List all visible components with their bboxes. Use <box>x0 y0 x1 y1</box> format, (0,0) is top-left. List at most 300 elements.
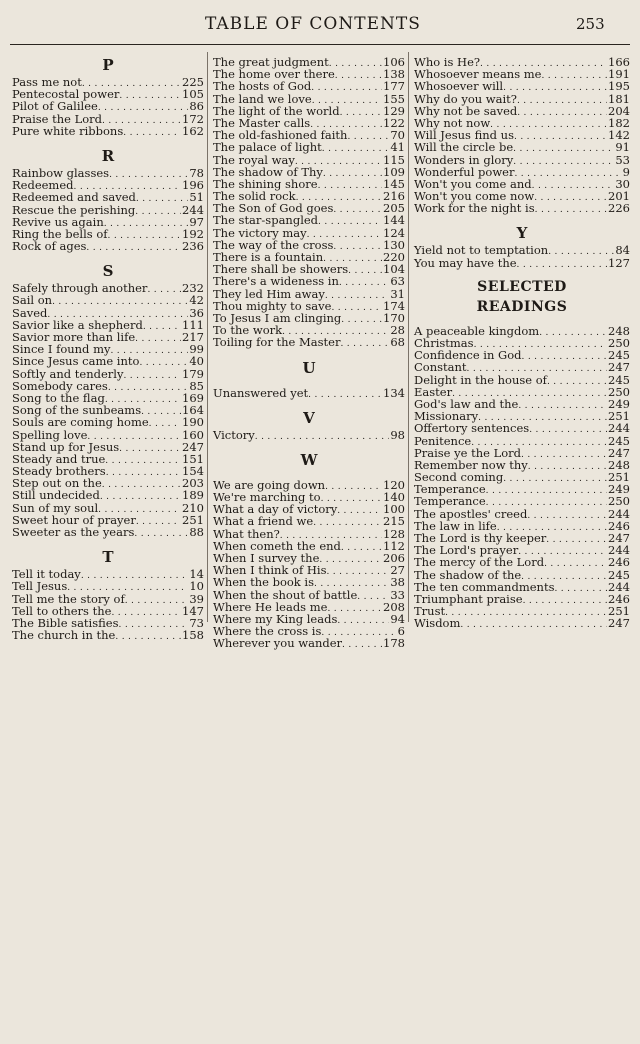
entry-page: 10 <box>189 579 204 594</box>
dot-leader <box>319 552 382 564</box>
entry-page: 86 <box>189 99 204 114</box>
entry-title: Redeemed and saved <box>12 190 136 205</box>
entry-title: We are going down <box>213 477 326 492</box>
entry-title: Won't you come and <box>414 176 532 191</box>
toc-entry <box>213 80 405 92</box>
entry-page: 124 <box>383 225 405 240</box>
entry-title: When I think of His <box>213 563 327 578</box>
entry-page: 85 <box>189 378 204 393</box>
entry-title: Will Jesus find us <box>414 128 514 143</box>
toc-entry <box>12 526 204 538</box>
entry-title: Praise ye the Lord <box>414 445 521 460</box>
entry-title: Song of the sunbeams <box>12 403 142 418</box>
entry-title: Wonderful power <box>414 164 515 179</box>
dot-leader <box>544 556 607 568</box>
entry-page: 195 <box>608 79 630 94</box>
entry-page: 203 <box>182 476 204 491</box>
dot-leader <box>125 593 189 605</box>
dot-leader <box>322 141 390 153</box>
spacer <box>213 441 405 449</box>
column-3 <box>414 56 630 630</box>
dot-leader <box>313 515 382 527</box>
entry-page: 251 <box>182 512 204 527</box>
spacer <box>213 399 405 407</box>
entry-page: 115 <box>383 152 405 167</box>
toc-entry <box>213 275 405 287</box>
spacer <box>414 269 630 277</box>
toc-entry <box>414 495 630 507</box>
entry-page: 151 <box>182 451 204 466</box>
toc-entry <box>414 556 630 568</box>
section-letter: Y <box>516 224 528 243</box>
entry-title: Pilot of Galilee <box>12 99 98 114</box>
entry-page: 109 <box>383 164 405 179</box>
entry-title: Steady brothers <box>12 464 106 479</box>
entry-page: 155 <box>383 91 405 106</box>
dot-leader <box>147 282 181 294</box>
entry-title: Whosoever will <box>414 79 504 94</box>
entry-page: 201 <box>608 189 630 204</box>
toc-entry <box>213 214 405 226</box>
dot-leader <box>347 129 389 141</box>
entry-title: Constant <box>414 360 467 375</box>
entry-page: 247 <box>608 531 630 545</box>
toc-entry <box>414 361 630 373</box>
entry-page: 225 <box>182 75 204 89</box>
entry-title: Where the cross is <box>213 624 322 639</box>
dot-leader <box>529 422 607 434</box>
entry-title: Penitence <box>414 433 472 448</box>
dot-leader <box>318 214 382 226</box>
dot-leader <box>102 113 181 125</box>
entry-page: 33 <box>390 587 405 602</box>
dot-leader <box>119 88 181 100</box>
entry-page: 147 <box>182 603 204 618</box>
dot-leader <box>119 617 189 629</box>
entry-page: 53 <box>615 152 630 167</box>
section-letter: T <box>102 548 114 567</box>
entry-page: 70 <box>390 128 405 143</box>
entry-title: Missionary <box>414 409 479 424</box>
entry-page: 63 <box>390 274 405 289</box>
entry-title: Yield not to temptation <box>414 243 549 258</box>
entry-title: Saved <box>12 305 48 320</box>
toc-entry <box>213 288 405 300</box>
entry-title: The home over there <box>213 67 335 82</box>
dot-leader <box>98 100 189 112</box>
entry-title: Unanswered yet <box>213 385 309 400</box>
dot-leader <box>98 502 181 514</box>
entry-title: Confidence in God <box>414 348 522 363</box>
entry-page: 169 <box>182 390 204 405</box>
dot-leader <box>52 294 188 306</box>
dot-leader <box>325 288 390 300</box>
section-letter: V <box>303 408 315 427</box>
dot-leader <box>514 129 607 141</box>
entry-page: 104 <box>383 262 405 277</box>
entry-title: God's law and the <box>414 396 519 411</box>
toc-entry <box>414 141 630 153</box>
entry-title: Second coming <box>414 470 504 485</box>
toc-entry <box>414 93 630 105</box>
dot-leader <box>123 125 181 137</box>
entry-page: 9 <box>622 164 630 179</box>
entry-title: Temperance <box>414 482 486 497</box>
dot-leader <box>314 576 389 588</box>
entry-page: 145 <box>383 176 405 191</box>
entry-title: Pure white ribbons <box>12 123 124 138</box>
entry-page: 84 <box>615 243 630 258</box>
entry-page: 174 <box>383 298 405 313</box>
toc-entry <box>414 617 630 629</box>
entry-title: The Lord is thy keeper <box>414 531 547 545</box>
toc-entry <box>213 429 405 441</box>
entry-page: 189 <box>182 488 204 503</box>
dot-leader <box>108 380 189 392</box>
entry-page: 40 <box>189 354 204 369</box>
dot-leader <box>109 167 188 179</box>
toc-entry <box>414 257 630 269</box>
entry-title: The Master calls <box>213 115 311 130</box>
entry-title: A peaceable kingdom <box>414 323 540 338</box>
entry-page: 94 <box>390 611 405 626</box>
dot-leader <box>460 617 607 629</box>
toc-entry <box>414 422 630 434</box>
entry-page: 154 <box>182 464 204 479</box>
entry-page: 100 <box>383 502 405 517</box>
toc-entry <box>213 528 405 540</box>
entry-title: Safely through another <box>12 281 148 296</box>
entry-title: Redeemed <box>12 178 74 193</box>
entry-page: 120 <box>383 477 405 492</box>
entry-title: Rock of ages <box>12 239 87 254</box>
entry-title: Still undecided <box>12 488 100 503</box>
entry-page: 245 <box>608 348 630 363</box>
dot-leader <box>534 190 607 202</box>
entry-page: 226 <box>608 201 630 216</box>
dot-leader <box>86 240 181 252</box>
entry-page: 247 <box>608 616 630 631</box>
entry-title: Spelling love <box>12 427 88 442</box>
entry-title: The solid rock <box>213 189 296 204</box>
entry-page: 99 <box>189 342 204 357</box>
dot-leader <box>445 605 607 617</box>
entry-page: 31 <box>390 286 405 301</box>
dot-leader <box>115 629 181 641</box>
entry-title: There shall be showers <box>213 262 349 277</box>
dot-leader <box>280 528 382 540</box>
entry-title: There's a wideness in <box>213 274 339 289</box>
entry-title: The church in the <box>12 628 116 643</box>
entry-title: The light of the world <box>213 103 340 118</box>
entry-page: 138 <box>383 67 405 82</box>
dot-leader <box>546 532 607 544</box>
entry-page: 160 <box>182 427 204 442</box>
entry-page: 6 <box>397 624 405 639</box>
entry-page: 181 <box>608 91 630 106</box>
dot-leader <box>503 80 607 92</box>
entry-page: 206 <box>383 551 405 565</box>
entry-title: The apostles' creed <box>414 506 528 521</box>
dot-leader <box>135 331 181 343</box>
entry-title: Victory <box>213 427 255 442</box>
dot-leader <box>335 68 382 80</box>
toc-entry <box>12 429 204 441</box>
entry-page: 247 <box>608 360 630 375</box>
dot-leader <box>467 361 608 373</box>
dot-leader <box>333 202 382 214</box>
toc-entry <box>213 154 405 166</box>
entry-title: Offertory sentences <box>414 421 530 436</box>
entry-page: 192 <box>182 226 204 241</box>
dot-leader <box>323 166 382 178</box>
entry-page: 111 <box>182 317 204 332</box>
dot-leader <box>67 580 188 592</box>
entry-title: Won't you come now <box>414 189 535 204</box>
entry-title: What then? <box>213 526 280 541</box>
toc-entry <box>12 125 204 137</box>
column-1 <box>12 54 204 641</box>
toc-entry <box>213 387 405 399</box>
entry-title: Tell to others the <box>12 603 112 618</box>
toc-entry <box>213 227 405 239</box>
dot-leader <box>329 56 382 68</box>
toc-entry <box>12 629 204 641</box>
entry-title: Somebody cares <box>12 378 108 393</box>
entry-page: 236 <box>182 239 204 254</box>
toc-entry <box>414 569 630 581</box>
dot-leader <box>307 227 382 239</box>
toc-entry <box>414 80 630 92</box>
entry-title: The hosts of God <box>213 79 312 94</box>
toc-entry <box>12 294 204 306</box>
entry-title: The land we love <box>213 91 312 106</box>
toc-entry <box>213 336 405 348</box>
entry-page: 42 <box>189 293 204 308</box>
entry-page: 51 <box>189 190 204 205</box>
entry-title: Work for the night is <box>414 201 535 216</box>
dot-leader <box>333 239 382 251</box>
entry-page: 14 <box>189 567 204 582</box>
entry-title: Why not now <box>414 115 491 130</box>
entry-page: 251 <box>608 409 630 424</box>
entry-title: What a day of victory <box>213 502 338 517</box>
entry-page: 245 <box>608 433 630 448</box>
toc-entry <box>213 515 405 527</box>
entry-page: 250 <box>608 494 630 509</box>
dot-leader <box>311 80 382 92</box>
entry-title: There is a fountain <box>213 250 324 264</box>
dot-leader <box>513 154 614 166</box>
entry-title: Revive us again <box>12 214 104 229</box>
entry-page: 97 <box>189 214 204 229</box>
dot-leader <box>325 479 382 491</box>
entry-title: The Lord's prayer <box>414 543 519 558</box>
entry-title: Steady and true <box>12 451 106 466</box>
entry-page: 251 <box>608 604 630 619</box>
entry-page: 179 <box>182 366 204 381</box>
page-number: 253 <box>576 15 605 33</box>
entry-title: Step out on the <box>12 476 102 491</box>
entry-page: 129 <box>383 103 405 118</box>
entry-page: 247 <box>608 445 630 460</box>
dot-leader <box>522 349 608 361</box>
entry-title: We're marching to <box>213 490 321 505</box>
entry-page: 190 <box>182 415 204 430</box>
toc-entry <box>12 368 204 380</box>
toc-entry <box>414 508 630 520</box>
dot-leader <box>102 477 181 489</box>
entry-title: The law in life <box>414 518 497 533</box>
entry-page: 246 <box>608 555 630 570</box>
entry-page: 220 <box>383 250 405 264</box>
column-divider <box>207 52 208 622</box>
dot-leader <box>517 257 608 269</box>
dot-leader <box>143 319 181 331</box>
entry-page: 210 <box>182 500 204 515</box>
toc-entry <box>12 593 204 605</box>
toc-entry <box>213 93 405 105</box>
entry-page: 245 <box>608 567 630 582</box>
dot-leader <box>554 581 607 593</box>
toc-entry <box>414 154 630 166</box>
spacer <box>414 214 630 222</box>
dot-leader <box>513 141 614 153</box>
column-divider <box>408 52 409 622</box>
entry-title: The great judgment <box>213 55 329 69</box>
spacer <box>12 538 204 546</box>
readings-heading: SELECTED <box>477 278 567 295</box>
entry-title: Ring the bells of <box>12 226 108 241</box>
entry-page: 134 <box>383 385 405 400</box>
toc-entry <box>414 374 630 386</box>
column-2 <box>213 56 405 650</box>
entry-title: Where my King leads <box>213 611 338 626</box>
entry-title: To the work <box>213 323 283 338</box>
entry-page: 30 <box>615 176 630 191</box>
entry-page: 140 <box>383 490 405 505</box>
dot-leader <box>541 68 607 80</box>
dot-leader <box>104 216 189 228</box>
entry-title: The victory may <box>213 225 307 240</box>
entry-title: The mercy of the Lord <box>414 555 545 570</box>
dot-leader <box>136 191 188 203</box>
entry-title: Thou mighty to save <box>213 298 332 313</box>
entry-title: Sun of my soul <box>12 500 99 515</box>
entry-page: 164 <box>182 403 204 418</box>
entry-title: Where He leads me <box>213 599 328 614</box>
section-letter: S <box>102 262 114 281</box>
entry-title: Song to the flag <box>12 390 105 405</box>
dot-leader <box>106 465 181 477</box>
entry-title: Praise the Lord <box>12 111 103 126</box>
entry-page: 208 <box>383 599 405 614</box>
dot-leader <box>523 593 607 605</box>
dot-leader <box>119 441 181 453</box>
entry-page: 248 <box>608 323 630 338</box>
entry-title: When the book is <box>213 575 314 590</box>
entry-page: 244 <box>608 506 630 521</box>
entry-title: Easter <box>414 384 453 399</box>
toc-entry <box>414 244 630 256</box>
entry-page: 68 <box>390 335 405 350</box>
entry-page: 246 <box>608 518 630 533</box>
dot-leader <box>108 228 182 240</box>
dot-leader <box>518 398 607 410</box>
header-rule <box>10 44 630 45</box>
entry-title: The ten commandments <box>414 579 555 594</box>
entry-title: Tell me the story of <box>12 591 125 606</box>
entry-page: 178 <box>383 636 405 651</box>
entry-title: Since Jesus came into <box>12 354 140 369</box>
dot-leader <box>471 435 607 447</box>
entry-page: 191 <box>608 67 630 82</box>
entry-title: Sail on <box>12 293 53 308</box>
dot-leader <box>255 429 390 441</box>
section-letter: W <box>300 450 318 469</box>
dot-leader <box>342 637 382 649</box>
dot-leader <box>547 374 607 386</box>
entry-title: Will the circle be <box>414 140 514 155</box>
entry-page: 162 <box>182 123 204 138</box>
entry-page: 216 <box>383 189 405 204</box>
dot-leader <box>521 447 607 459</box>
spacer <box>12 252 204 260</box>
entry-page: 28 <box>390 323 405 338</box>
dot-leader <box>532 178 615 190</box>
entry-title: When the shout of battle <box>213 587 358 602</box>
toc-entry <box>12 502 204 514</box>
entry-title: Sweet hour of prayer <box>12 512 136 527</box>
toc-entry <box>213 637 405 649</box>
entry-page: 105 <box>182 87 204 102</box>
dot-leader <box>337 613 389 625</box>
dot-leader <box>521 569 607 581</box>
entry-page: 177 <box>383 79 405 94</box>
dot-leader <box>503 471 607 483</box>
entry-title: They led Him away <box>213 286 325 301</box>
toc-entry <box>12 355 204 367</box>
entry-page: 158 <box>182 628 204 643</box>
entry-title: Tell it today <box>12 567 81 582</box>
entry-title: Who is He? <box>414 55 481 69</box>
entry-title: The palace of light <box>213 140 322 155</box>
entry-page: 39 <box>189 591 204 606</box>
entry-title: The Bible satisfies <box>12 615 119 630</box>
dot-leader <box>517 93 607 105</box>
entry-page: 127 <box>608 255 630 270</box>
spacer <box>213 349 405 357</box>
entry-title: Rescue the perishing <box>12 202 136 217</box>
entry-page: 36 <box>189 305 204 320</box>
dot-leader <box>134 526 188 538</box>
toc-entry <box>213 589 405 601</box>
toc-entry <box>12 191 204 203</box>
entry-page: 38 <box>390 575 405 590</box>
entry-page: 27 <box>390 563 405 578</box>
toc-entry <box>414 435 630 447</box>
dot-leader <box>527 508 607 520</box>
entry-title: Trust <box>414 604 446 619</box>
dot-leader <box>81 568 189 580</box>
dot-leader <box>535 202 607 214</box>
entry-title: Delight in the house of <box>414 372 547 387</box>
entry-title: Toiling for the Master <box>213 335 341 350</box>
entry-title: You may have the <box>414 255 517 270</box>
dot-leader <box>139 355 188 367</box>
toc-entry <box>12 416 204 428</box>
entry-page: 244 <box>608 421 630 436</box>
